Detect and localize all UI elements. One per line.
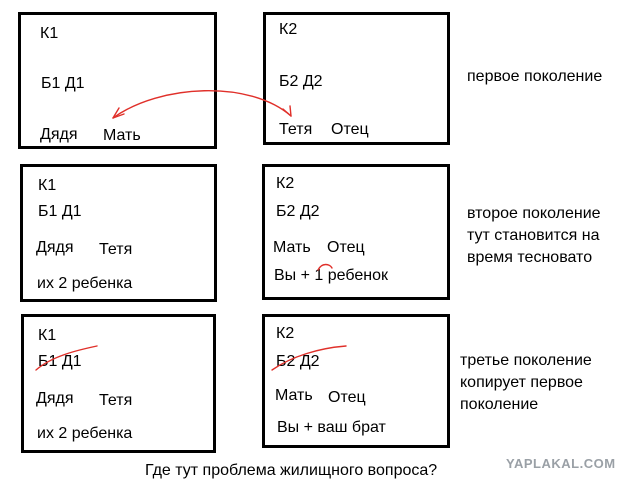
gen1-left-box	[18, 12, 217, 149]
gen2-right-k: К2	[276, 175, 295, 192]
gen1-right-p1: Тетя	[279, 121, 313, 138]
gen2-note	[467, 203, 601, 269]
gen3-left-box	[21, 314, 216, 453]
gen2-right-kids: Вы + 1 ребенок	[274, 267, 388, 284]
gen1-right-k: К2	[279, 21, 298, 38]
gen1-right-box	[263, 12, 450, 145]
gen2-right-p1: Мать	[273, 239, 311, 256]
gen3-left-b: Б1 Д1	[38, 353, 82, 370]
gen1-left-p2: Мать	[103, 127, 141, 144]
gen3-left-p1: Дядя	[36, 390, 74, 407]
gen1-note-line: первое поколение	[467, 68, 603, 85]
footer-question: Где тут проблема жилищного вопроса?	[145, 462, 438, 479]
gen3-right-b: Б2 Д2	[276, 353, 320, 370]
gen1-note	[467, 66, 602, 88]
gen3-note-line: поколение	[460, 396, 539, 413]
gen3-right-p1: Мать	[275, 387, 313, 404]
gen2-note-line: второе поколение	[467, 205, 601, 222]
gen2-left-kids: их 2 ребенка	[37, 275, 133, 292]
gen3-left-kids: их 2 ребенка	[37, 425, 133, 442]
gen3-right-p2: Отец	[328, 389, 366, 406]
gen3-left-k: К1	[38, 327, 57, 344]
gen2-left-p1: Дядя	[36, 239, 74, 256]
gen2-left-k: К1	[38, 177, 57, 194]
gen2-right-b: Б2 Д2	[276, 203, 320, 220]
gen3-left-p2: Тетя	[99, 392, 133, 409]
gen2-left-b: Б1 Д1	[38, 203, 82, 220]
gen2-right-box	[262, 164, 450, 300]
gen2-right-p2: Отец	[327, 239, 365, 256]
gen3-right-k: К2	[276, 325, 295, 342]
gen2-left-p2: Тетя	[99, 241, 133, 258]
gen3-note	[460, 350, 592, 416]
gen3-right-kids: Вы + ваш брат	[277, 419, 386, 436]
site-watermark: YAPLAKAL.COM	[506, 456, 616, 471]
gen3-right-box	[262, 314, 450, 448]
gen2-left-box	[20, 164, 217, 302]
gen1-left-p1: Дядя	[40, 126, 78, 143]
gen3-note-line: третье поколение	[460, 352, 592, 369]
gen1-left-k: К1	[40, 25, 59, 42]
gen2-note-line: время тесновато	[467, 249, 593, 266]
gen2-note-line: тут становится на	[467, 227, 600, 244]
gen1-right-p2: Отец	[331, 121, 369, 138]
gen3-note-line: копирует первое	[460, 374, 583, 391]
gen1-right-b: Б2 Д2	[279, 73, 323, 90]
gen1-left-b: Б1 Д1	[41, 75, 85, 92]
